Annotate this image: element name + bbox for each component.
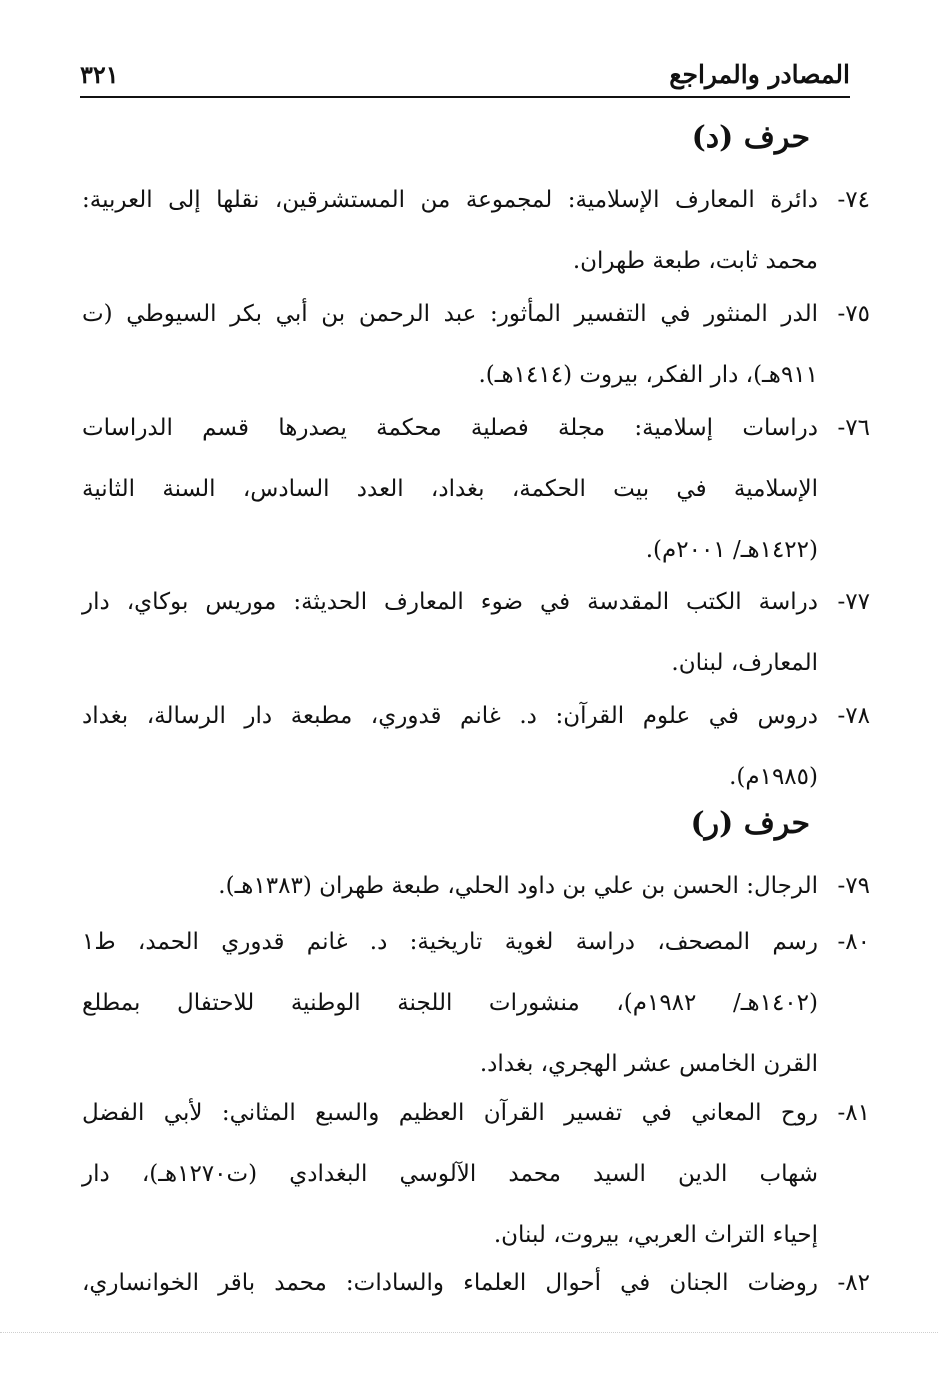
- section-heading-dal: حرف (د): [691, 120, 810, 155]
- bibliography-entry-79: [82, 856, 870, 917]
- bibliography-entry-80: [82, 912, 870, 1095]
- entry-line: دراسات إسلامية: مجلة فصلية محكمة يصدرها قسم الدراسات: [82, 415, 818, 441]
- entry-line: الإسلامية في بيت الحكمة، بغداد، العدد السادس، السنة الثانية: [82, 476, 818, 502]
- entry-number: ٧٧-: [837, 589, 870, 615]
- bibliography-entry-76: [82, 398, 870, 581]
- bibliography-entry-78: [82, 686, 870, 808]
- entry-number: ٧٤-: [837, 187, 870, 213]
- entry-line: شهاب الدين السيد محمد الآلوسي البغدادي (ت١٢٧٠هـ)، دار: [82, 1161, 818, 1187]
- entry-line: دروس في علوم القرآن: د. غانم قدوري، مطبعة دار الرسالة، بغداد: [82, 703, 818, 729]
- bibliography-entry-81: [82, 1083, 870, 1266]
- bibliography-entry-74: [82, 170, 870, 292]
- entry-number: ٧٦-: [837, 415, 870, 441]
- running-header: [80, 52, 850, 98]
- entry-line: القرن الخامس عشر الهجري، بغداد.: [479, 1051, 818, 1077]
- entry-number: ٨١-: [837, 1100, 870, 1126]
- running-header-title: المصادر والمراجع: [669, 60, 850, 89]
- entry-line: إحياء التراث العربي، بيروت، لبنان.: [493, 1222, 818, 1248]
- entry-number: ٧٨-: [837, 703, 870, 729]
- entry-line: (١٤٢٢هـ/ ٢٠٠١م).: [645, 537, 818, 563]
- entry-line: دراسة الكتب المقدسة في ضوء المعارف الحديثة: موريس بوكاي، دار: [82, 589, 818, 615]
- entry-number: ٧٩-: [837, 873, 870, 899]
- entry-line: محمد ثابت، طبعة طهران.: [572, 248, 818, 274]
- entry-line: المعارف، لبنان.: [671, 650, 818, 676]
- scan-edge-line: [0, 1332, 938, 1334]
- entry-line: الرجال: الحسن بن علي بن داود الحلي، طبعة طهران (١٣٨٣هـ).: [218, 873, 818, 899]
- page-number: ٣٢١: [80, 60, 119, 89]
- entry-line: روح المعاني في تفسير القرآن العظيم والسبع المثاني: لأبي الفضل: [82, 1100, 818, 1126]
- entry-number: ٨٢-: [837, 1270, 870, 1296]
- bibliography-entry-75: [82, 284, 870, 406]
- bibliography-entry-77: [82, 572, 870, 694]
- entry-line: روضات الجنان في أحوال العلماء والسادات: محمد باقر الخوانساري،: [82, 1270, 818, 1296]
- section-heading-ra: حرف (ر): [690, 806, 810, 841]
- entry-line: رسم المصحف، دراسة لغوية تاريخية: د. غانم قدوري الحمد، ط١: [82, 929, 818, 955]
- entry-line: (١٩٨٥م).: [729, 764, 818, 790]
- bibliography-entry-82: [82, 1253, 870, 1314]
- entry-line: ٩١١هـ)، دار الفكر، بيروت (١٤١٤هـ).: [478, 362, 818, 388]
- entry-line: الدر المنثور في التفسير المأثور: عبد الرحمن بن أبي بكر السيوطي (ت: [82, 301, 818, 327]
- entry-line: (١٤٠٢هـ/ ١٩٨٢م)، منشورات اللجنة الوطنية للاحتفال بمطلع: [82, 990, 818, 1016]
- entry-line: دائرة المعارف الإسلامية: لمجموعة من المستشرقين، نقلها إلى العربية:: [82, 187, 818, 213]
- entry-number: ٧٥-: [837, 301, 870, 327]
- entry-number: ٨٠-: [837, 929, 870, 955]
